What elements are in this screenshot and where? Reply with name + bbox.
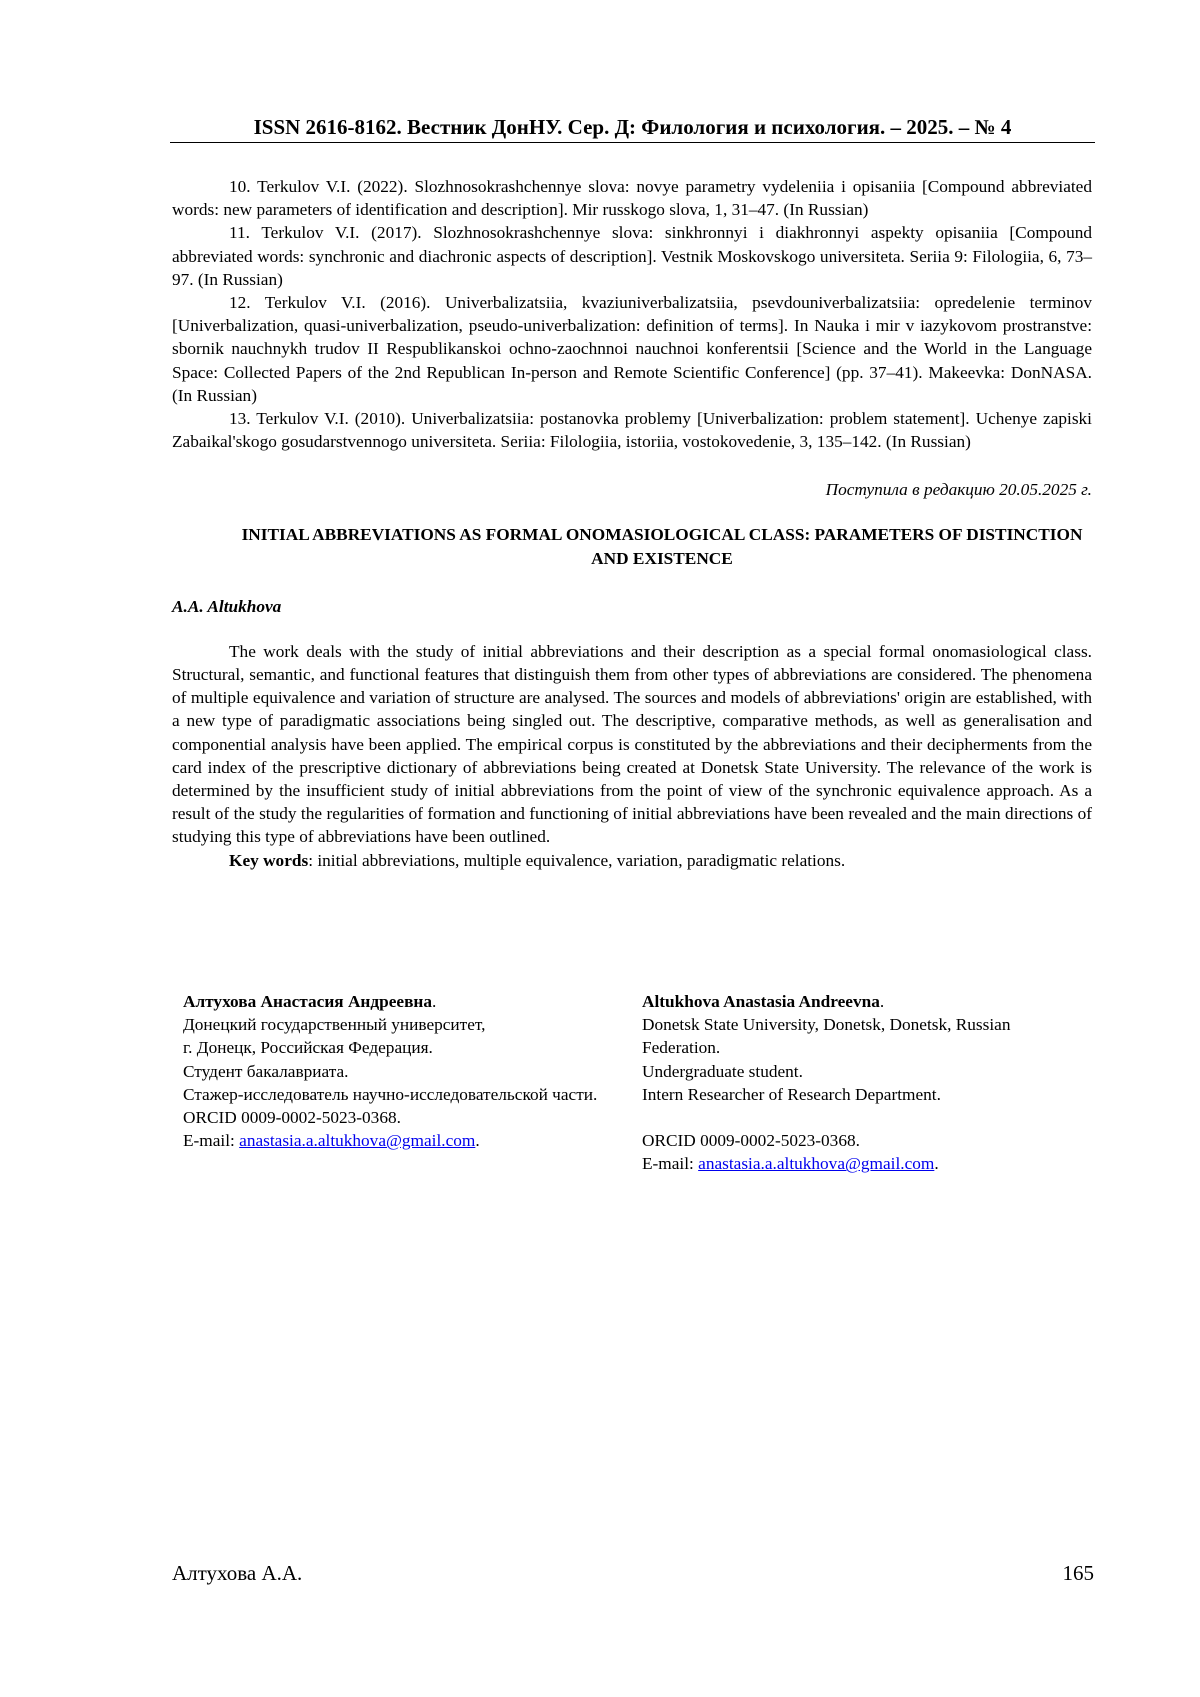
author-position-line: Intern Researcher of Research Department. <box>642 1084 941 1104</box>
author-info-en: Altukhova Anastasia Andreevna. Donetsk State University, Donetsk, Donetsk, Russian Federation. Undergraduate student. Intern Researcher of Research Department. ORCID 0009-0002-5023-0368. E-mail: anastasia.a.altukhova@gmail.com. <box>642 990 1092 1176</box>
author-affiliation-line: Донецкий государственный университет, <box>183 1015 486 1035</box>
footer-author: Алтухова А.А. <box>172 1561 303 1585</box>
reference-item: 13. Terkulov V.I. (2010). Univerbalizatsiia: postanovka problemy [Univerbalization: problem statement]. Uchenye zapiski Zabaikal'skogo gosudarstvennogo universiteta. Seriia: Filologiia, istoriia, vostokovedenie, 3, 135–142. (In Russian) <box>172 409 1092 452</box>
reference-item: 11. Terkulov V.I. (2017). Slozhnosokrashchennye slova: sinkhronnyi i diakhronnyi aspekty opisaniia [Compound abbreviated words: synchronic and diachronic aspects of description]. Vestnik Moskovskogo universiteta. Seriia 9: Filologiia, 6, 73–97. (In Russian) <box>172 223 1092 289</box>
reference-item: 12. Terkulov V.I. (2016). Univerbalizatsiia, kvaziuniverbalizatsiia, psevdouniverbalizatsiia: opredelenie terminov [Univerbalization, quasi-univerbalization, pseudo-univerbalization: definition of terms]. In Nauka i mir v iazykovom prostranstve: sbornik nauchnykh trudov II Respublikanskoi ochno-zaochnnoi nauchnoi konferentsii [Science and the World in the Language Space: Collected Papers of the 2nd Republican In-person and Remote Scientific Conference] (pp. 37–41). Makeevka: DonNASA. (In Russian) <box>172 293 1092 405</box>
article-title: INITIAL ABBREVIATIONS AS FORMAL ONOMASIOLOGICAL CLASS: PARAMETERS OF DISTINCTION AND EXISTENCE <box>241 524 1083 568</box>
author-position-line: Undergraduate student. <box>642 1061 803 1081</box>
received-date: Поступила в редакцию 20.05.2025 г. <box>825 480 1092 500</box>
author-info-ru: Алтухова Анастасия Андреевна. Донецкий государственный университет, г. Донецк, Российская Федерация. Студент бакалавриата. Стажер-исследователь научно-исследовательской части. ORCID 0009-0002-5023-0368. E-mail: anastasia.a.altukhova@gmail.com. <box>183 990 633 1152</box>
page-number: 165 <box>1062 1561 1094 1585</box>
page-body <box>172 175 1092 872</box>
author-position-line: Студент бакалавриата. <box>183 1061 349 1081</box>
email-label: E-mail: <box>642 1154 699 1174</box>
keywords-label: Key words <box>229 850 309 870</box>
author-name-en: Altukhova Anastasia Andreevna <box>642 992 880 1011</box>
author-affiliation-line: г. Донецк, Российская Федерация. <box>183 1038 433 1058</box>
keywords-text: : initial abbreviations, multiple equivalence, variation, paradigmatic relations. <box>308 850 846 870</box>
author-name-ru: Алтухова Анастасия Андреевна <box>183 992 433 1011</box>
reference-item: 10. Terkulov V.I. (2022). Slozhnosokrashchennye slova: novye parametry vydeleniia i opisaniia [Compound abbreviated words: new parameters of identification and description]. Mir russkogo slova, 1, 31–47. (In Russian) <box>172 177 1092 220</box>
author-orcid: ORCID 0009-0002-5023-0368. <box>642 1131 860 1151</box>
email-label: E-mail: <box>183 1131 240 1151</box>
author-orcid: ORCID 0009-0002-5023-0368. <box>183 1108 401 1128</box>
journal-header: ISSN 2616-8162. Вестник ДонНУ. Сер. Д: Филология и психология. – 2025. – № 4 <box>170 115 1095 143</box>
keywords <box>172 849 1092 872</box>
abstract-text: The work deals with the study of initial abbreviations and their description as a special formal onomasiological class. Structural, semantic, and functional features that distinguish them from other types of abbreviations are considered. The phenomena of multiple equivalence and variation of structure are analysed. The sources and models of abbreviations' origin are established, with a new type of paradigmatic associations being singled out. The descriptive, comparative methods, as well as generalisation and componential analysis have been applied. The empirical corpus is constituted by the abbreviations and their decipherments from the card index of the prescriptive dictionary of abbreviations being created at Donetsk State University. The relevance of the work is determined by the insufficient study of initial abbreviations from the point of view of the synchronic equivalence approach. As a result of the study the regularities of formation and functioning of initial abbreviations have been revealed and the main directions of studying this type of abbreviations have been outlined. <box>172 641 1092 847</box>
article-author: A.A. Altukhova <box>172 596 282 616</box>
email-link[interactable]: anastasia.a.altukhova@gmail.com <box>698 1154 935 1174</box>
author-affiliation-line: Donetsk State University, Donetsk, Donetsk, Russian Federation. <box>642 1015 1011 1058</box>
email-link[interactable]: anastasia.a.altukhova@gmail.com <box>239 1131 476 1151</box>
author-position-line: Стажер-исследователь научно-исследовательской части. <box>183 1084 598 1104</box>
